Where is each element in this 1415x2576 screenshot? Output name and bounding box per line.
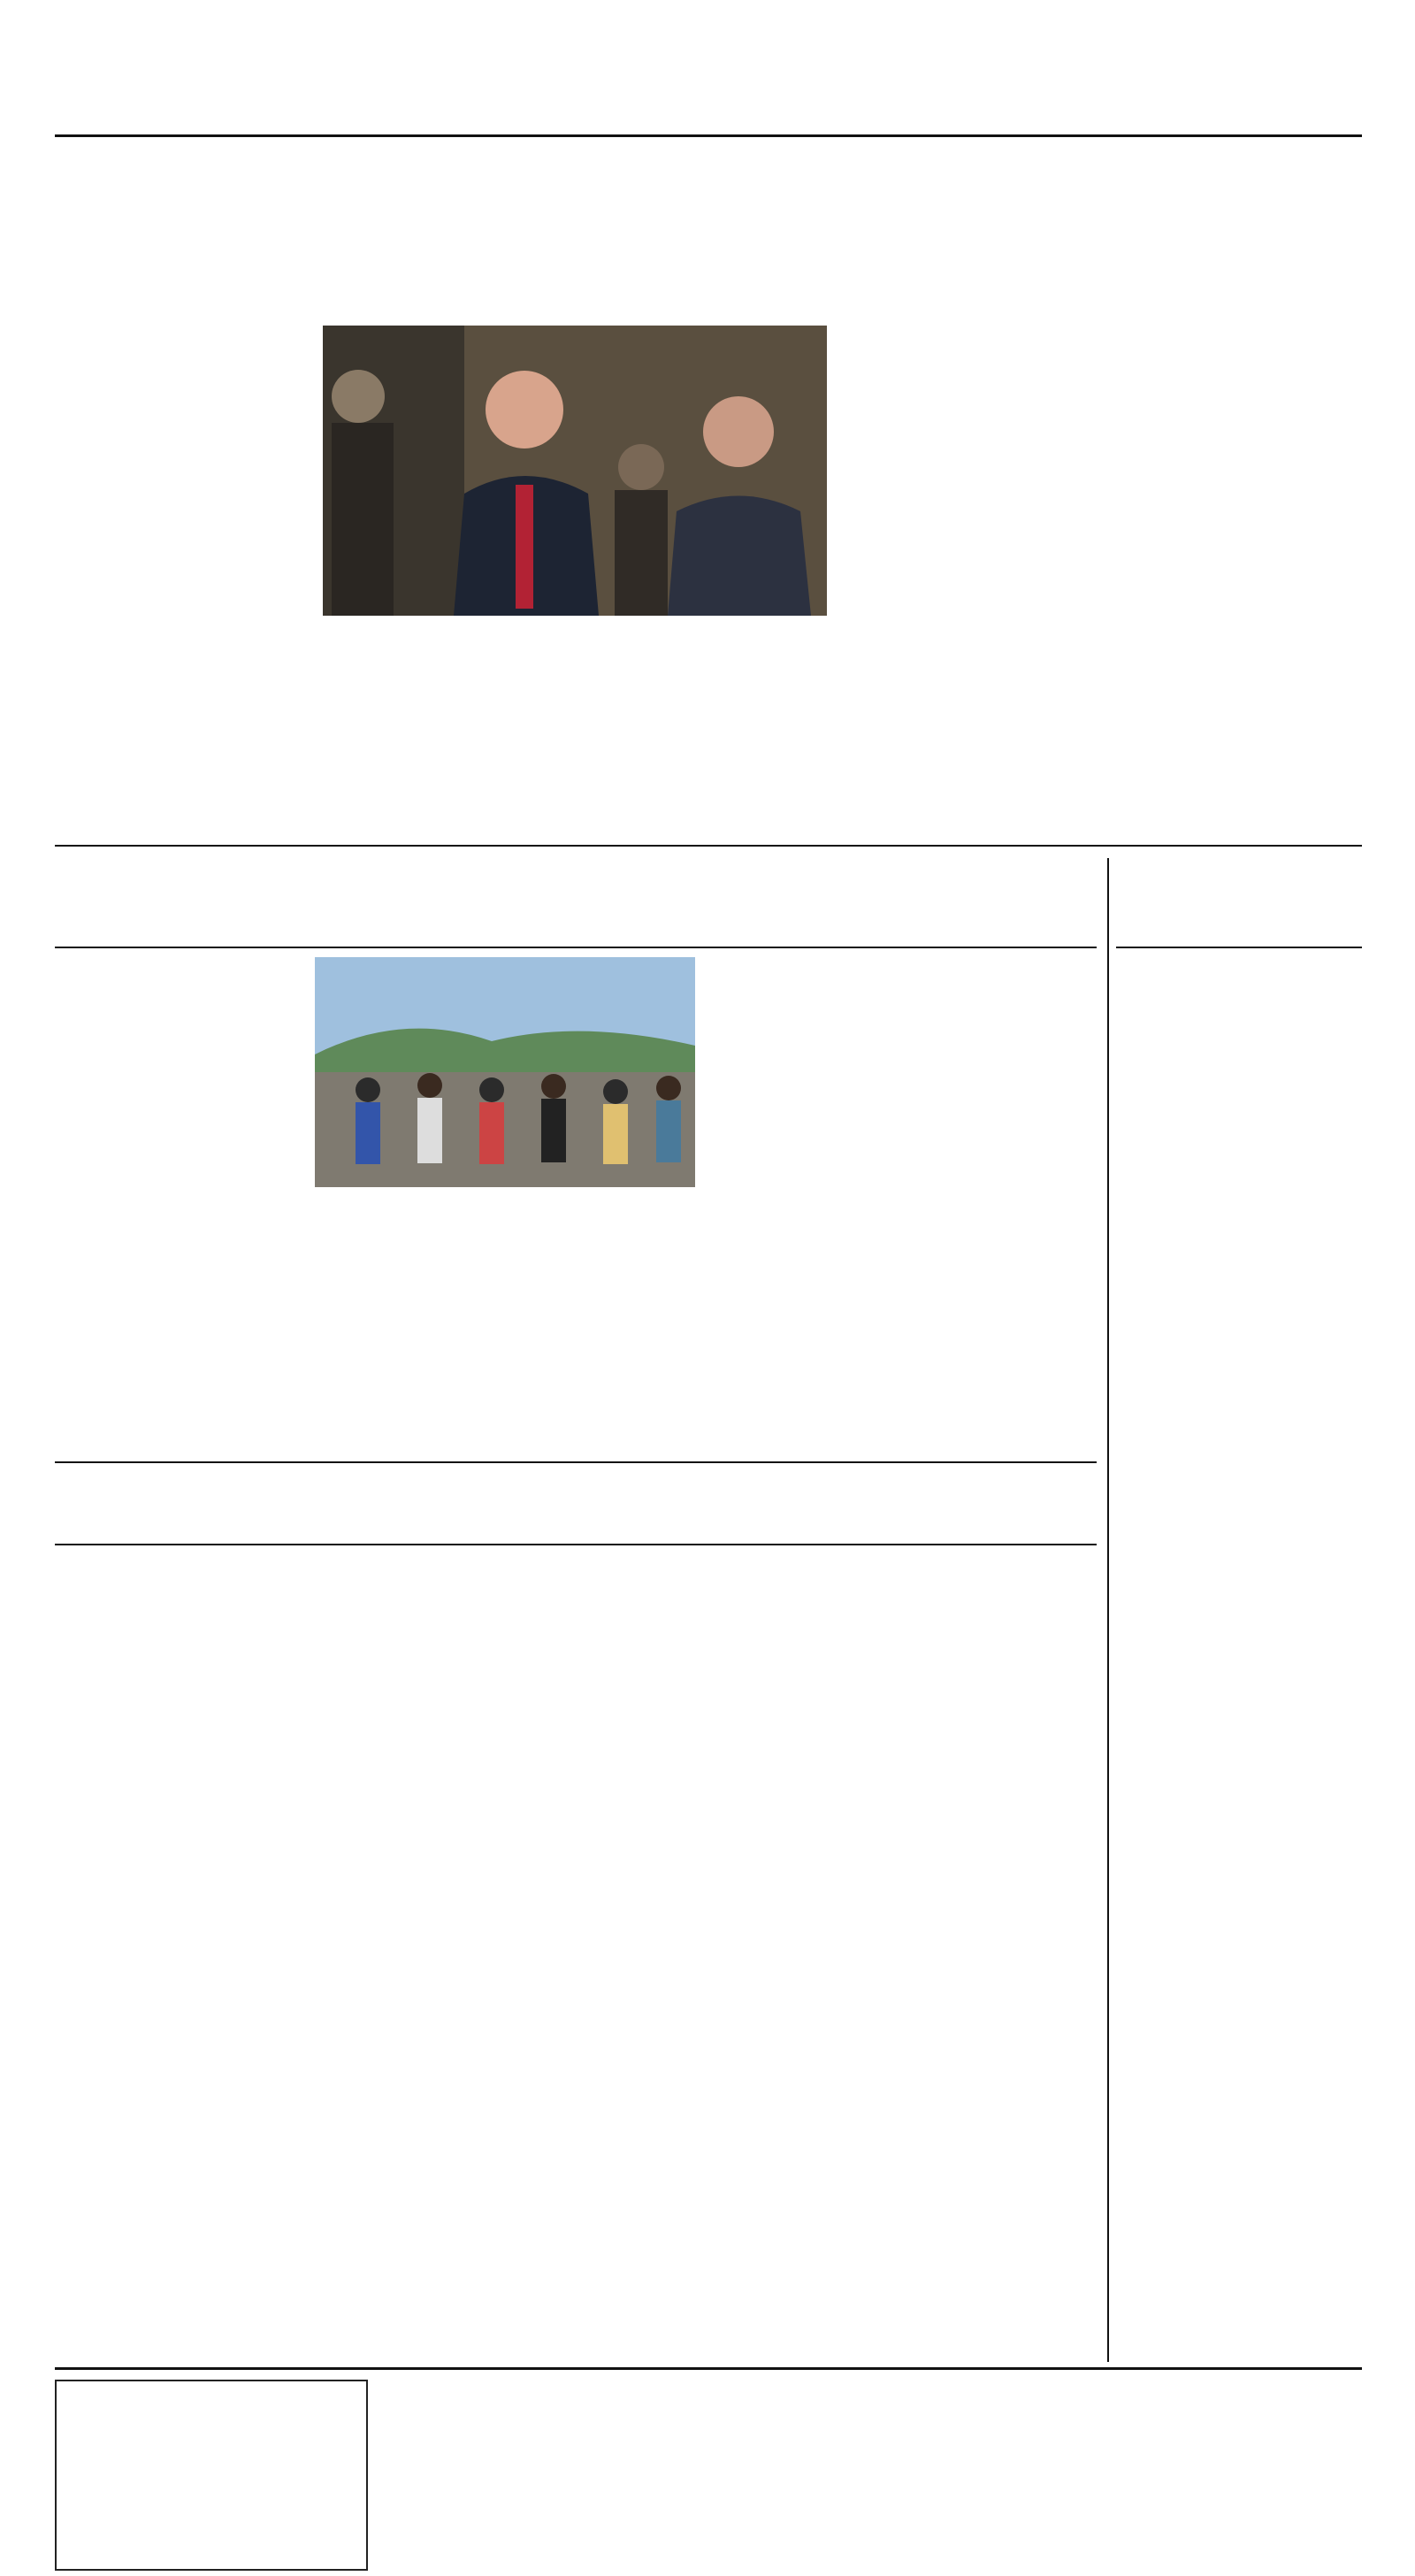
sidebar-headline-rule bbox=[1116, 947, 1362, 948]
article1-photo bbox=[323, 326, 827, 616]
article1-col5 bbox=[1107, 313, 1362, 837]
sidebar-col bbox=[1120, 957, 1362, 2355]
header-rule bbox=[55, 134, 1362, 137]
article2-col1 bbox=[55, 957, 311, 1453]
article1-bottom-rule bbox=[55, 845, 1362, 847]
article2-photo-art bbox=[315, 957, 695, 1187]
article3-headline-rule bbox=[55, 1544, 1097, 1545]
ads-top-rule bbox=[55, 2367, 1362, 2370]
article3-col4 bbox=[844, 1553, 1097, 2358]
article2-col4 bbox=[822, 957, 1097, 1453]
article1-col2 bbox=[323, 672, 569, 837]
article2-col3 bbox=[566, 1203, 800, 1453]
article3-col1 bbox=[55, 1553, 307, 2358]
article1-col1 bbox=[55, 313, 320, 837]
article2-col2 bbox=[315, 1203, 549, 1453]
article1-col3 bbox=[579, 672, 827, 837]
article1-photo-art bbox=[323, 326, 827, 616]
article1-col4 bbox=[840, 313, 1097, 837]
article3-col2 bbox=[317, 1553, 569, 2358]
article2-headline-rule bbox=[55, 947, 1097, 948]
article2-bottom-rule bbox=[55, 1461, 1097, 1463]
ad-american-family[interactable] bbox=[55, 2380, 368, 2571]
article2-photo bbox=[315, 957, 695, 1187]
sidebar-left-rule bbox=[1107, 858, 1109, 2362]
article3-col3 bbox=[580, 1553, 832, 2358]
